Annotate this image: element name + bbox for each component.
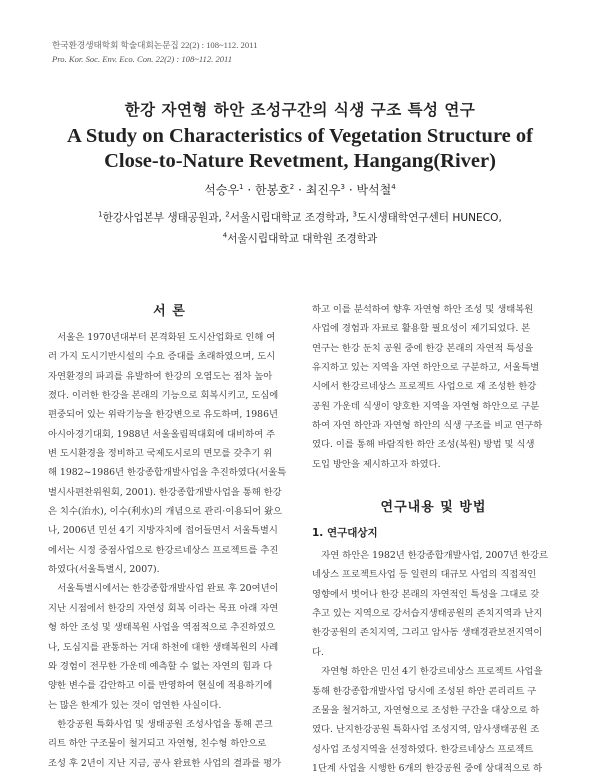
author-sup: 4 — [391, 183, 396, 191]
text-line: 하였다(서울특별시, 2007). — [48, 564, 160, 576]
author-separator: · — [247, 183, 252, 197]
text-line: 통해 한강종합개발사업 당시에 조성된 하안 콘리리트 구 — [312, 685, 537, 697]
text-line: 자연형 하안은 민선 4기 한강르네상스 프로젝트 사업을 — [312, 666, 543, 678]
author-list — [0, 181, 600, 198]
journal-header — [52, 38, 352, 66]
introduction-body — [48, 328, 291, 773]
author-name: 한봉호 — [255, 183, 290, 197]
text-line: 하여 자연 하안과 자연형 하안의 식생 구조를 비교 연구하 — [312, 420, 543, 432]
text-line: 영향에서 벗어나 한강 본래의 자연적인 특성을 그대로 갖 — [312, 588, 540, 600]
introduction-body-continued — [312, 300, 555, 474]
text-line: 서울특별시에서는 한강종합개발사업 완료 후 20여년이 — [48, 583, 279, 595]
text-line: 공원 가운데 식생이 양호한 지역을 자연형 하안으로 구분 — [312, 400, 540, 412]
text-line: 은 치수(治水), 이수(利水)의 개념으로 관리·이용되어 왔으 — [48, 506, 283, 518]
author-sup: 3 — [340, 183, 345, 191]
affiliation: 서울시립대학교 대학원 조경학과 — [227, 233, 378, 245]
title-korean: 한강 자연형 하안 조성구간의 식생 구조 특성 연구 — [124, 101, 476, 119]
text-line: 와 경험이 전무한 가운데 예측할 수 없는 자연의 힘과 다 — [48, 660, 273, 672]
author-name: 박석철 — [356, 183, 392, 197]
text-line: 조성 후 2년이 지난 지금, 공사 완료한 사업의 결과를 평가 — [48, 757, 282, 769]
affiliation-line-1 — [0, 208, 600, 229]
text-line: 한강공원 특화사업 및 생태공원 조성사업을 통해 콘크 — [48, 718, 273, 730]
text-line: 성사업 조성지역을 선정하였다. 한강르네상스 프로젝트 — [312, 743, 534, 755]
affiliations — [0, 208, 600, 250]
text-line: 나, 2006년 민선 4기 지방자치에 접어들면서 서울특별시 — [48, 525, 278, 537]
author-sup: 2 — [289, 183, 295, 191]
text-line: 1단계 사업을 시행한 6개의 한강공원 중에 상대적으로 하 — [312, 762, 543, 774]
text-line: 형 하안 조성 및 생태복원 사업을 역점적으로 추진하였으 — [48, 622, 276, 634]
text-line: 는 많은 한계가 있는 것이 엄연한 사실이다. — [48, 699, 222, 711]
study-site-body — [312, 546, 555, 778]
affiliation-sup: 3 — [352, 210, 357, 219]
title-english-line-1: A Study on Characteristics of Vegetation Structure of — [67, 125, 533, 147]
text-line: 하고 이를 분석하여 향후 자연형 하안 조성 및 생태복원 — [312, 304, 534, 315]
text-line: 편중되어 있는 위락기능을 한강변으로 유도하며, 1986년 — [48, 409, 278, 421]
journal-line-en: Pro. Kor. Soc. Env. Eco. Con. 22(2) : 108~112. 2011 — [52, 54, 233, 64]
text-line: 추고 있는 지역으로 강서습지생태공원의 존치지역과 난지 — [312, 608, 543, 620]
affiliation-line-2 — [0, 229, 600, 250]
author-name: 석승우 — [204, 183, 240, 197]
text-line: 나, 도심지를 관통하는 거대 하천에 대한 생태복원의 사례 — [48, 641, 279, 653]
author-separator: · — [348, 183, 353, 197]
text-line: 지난 시점에서 한강의 자연성 회복 이라는 목표 아래 자연 — [48, 602, 279, 614]
left-column — [48, 300, 291, 773]
author-name: 최진우 — [305, 183, 341, 197]
text-line: 사업에 경험과 자료로 활용할 필요성이 제기되었다. 본 — [312, 323, 531, 335]
title-english-line-2: Close-to-Nature Revetment, Hangang(River) — [104, 150, 496, 172]
text-line: 였다. 이를 통해 바람직한 하안 조성(복원) 방법 및 식생 — [312, 439, 535, 451]
title-english — [0, 124, 600, 174]
affiliation-sup: 4 — [222, 231, 228, 240]
text-line: 도입 방안을 제시하고자 하였다. — [312, 458, 441, 470]
text-line: 양한 변수를 감안하고 이를 반영하여 현실에 적용하기에 — [48, 680, 273, 692]
text-line: 러 가지 도시기반시설의 수요 증대를 초래하였으며, 도시 — [48, 351, 276, 363]
text-line: 유지하고 있는 지역을 자연 하안으로 구분하고, 서울특별 — [312, 362, 540, 374]
affiliation: 한강사업본부 생태공원과, — [102, 212, 226, 224]
section-title-methods: 연구내용 및 방법 — [380, 500, 487, 516]
text-line: 자연 하안은 1982년 한강종합개발사업, 2007년 한강르 — [312, 550, 549, 562]
journal-line-ko: 한국환경생태학회 학술대회논문집 22(2) : 108~112. 2011 — [52, 40, 258, 50]
text-line: 네상스 프로젝트사업 등 일련의 대규모 사업의 직접적인 — [312, 569, 537, 581]
text-line: 한강공원의 존치지역, 그리고 암사동 생태경관보전지역이 — [312, 627, 543, 639]
text-line: 별시사편찬위원회, 2001). 한강종합개발사업을 통해 한강 — [48, 486, 282, 498]
text-line: 시에서 한강르네상스 프로젝트 사업으로 재 조성한 한강 — [312, 381, 537, 393]
author-separator: · — [298, 183, 302, 197]
text-line: 변 도시환경을 정비하고 국제도시로의 면모를 갖추기 위 — [48, 448, 273, 460]
affiliation-sup: 1 — [98, 210, 103, 219]
text-line: 에서는 시정 중점사업으로 한강르네상스 프로젝트를 추진 — [48, 544, 279, 556]
author-sup: 1 — [239, 183, 244, 191]
text-line: 자연환경의 파괴를 유발하여 한강의 오염도는 점차 높아 — [48, 370, 273, 382]
affiliation: 서울시립대학교 조경학과, — [229, 212, 353, 224]
affiliation-sup: 2 — [225, 210, 230, 219]
section-title-introduction: 서 론 — [153, 304, 186, 319]
affiliation: 도시생태학연구센터 HUNECO, — [356, 212, 502, 224]
text-line: 리트 하안 구조물이 철거되고 자연형, 친수형 하안으로 — [48, 738, 267, 750]
text-line: 조물을 철거하고, 자연형으로 조성한 구간을 대상으로 하 — [312, 704, 540, 716]
text-line: 였다. 난지한강공원 특화사업 조성지역, 암사생태공원 조 — [312, 724, 540, 736]
text-line: 다. — [312, 646, 324, 658]
text-line: 서울은 1970년대부터 본격화된 도시산업화로 인해 여 — [48, 332, 276, 343]
text-line: 졌다. 이러한 한강을 본래의 기능으로 회복시키고, 도심에 — [48, 390, 279, 402]
text-line: 연구는 한강 둔치 공원 중에 한강 본래의 자연적 특성을 — [312, 342, 534, 354]
text-line: 해 1982~1986년 한강종합개발사업을 추진하였다(서울특 — [48, 467, 287, 479]
text-line: 아시아경기대회, 1988년 서울올림픽대회에 대비하여 주 — [48, 428, 276, 440]
subsection-title-study-site: 1. 연구대상지 — [312, 527, 378, 540]
right-column — [312, 300, 555, 778]
